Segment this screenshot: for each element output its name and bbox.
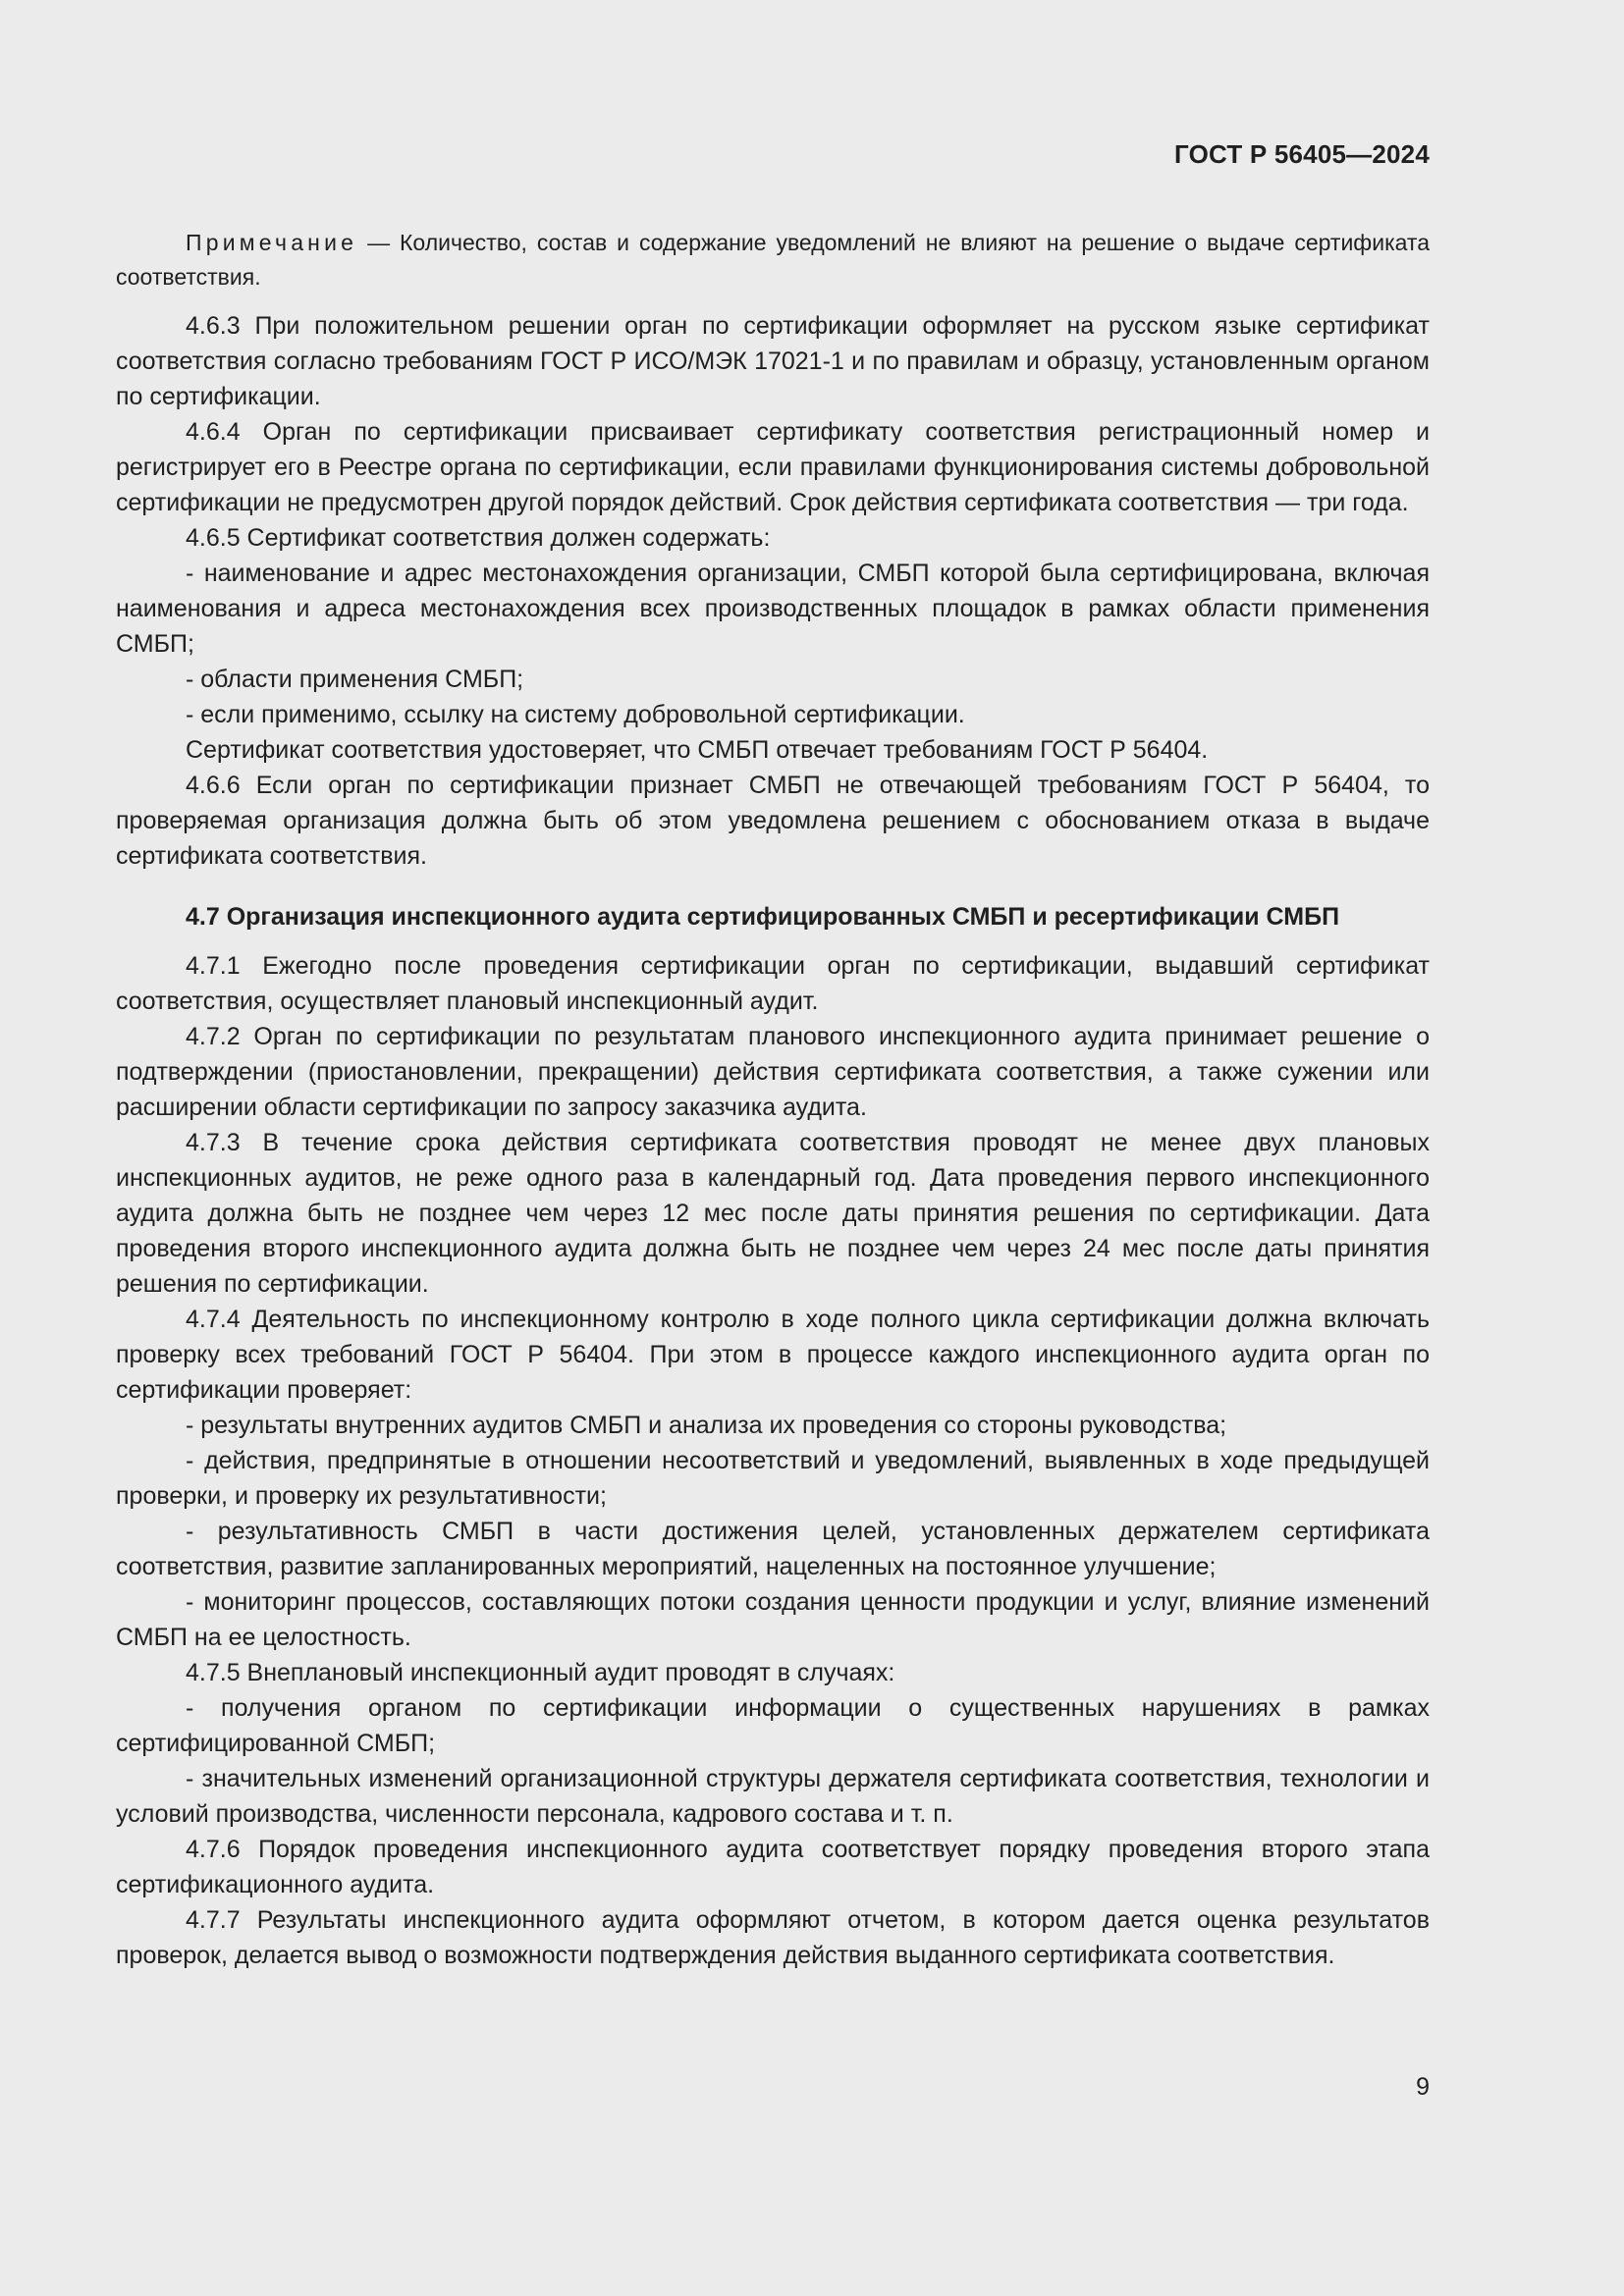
clause-4-6-4: 4.6.4 Орган по сертификации присваивает сертификату соответствия регистрационный номер и регистрирует его в Реестре органа по сертификации, если правилами функционирования системы добровольной сертификации не предусмотрен другой порядок действий. Срок действия сертификата соответствия — три года. [116,418,1430,516]
list-item: - результаты внутренних аудитов СМБП и анализа их проведения со стороны руководства; [186,1412,1227,1439]
list-item: - мониторинг процессов, составляющих потоки создания ценности продукции и услуг, влияние изменений СМБП на ее целостность. [116,1588,1430,1651]
clause-4-6-3: 4.6.3 При положительном решении орган по сертификации оформляет на русском языке сертификат соответствия согласно требованиям ГОСТ Р ИСО/МЭК 17021-1 и по правилам и образцу, установленным органом по сертификации. [116,312,1430,410]
section-4-7 [116,948,1430,1973]
list-item: - результативность СМБП в части достижения целей, установленных держателем сертификата соответствия, развитие запланированных мероприятий, нацеленных на постоянное улучшение; [116,1518,1430,1580]
list-item: - если применимо, ссылку на систему добровольной сертификации. [186,701,965,728]
clause-4-7-1: 4.7.1 Ежегодно после проведения сертификации орган по сертификации, выдавший сертификат соответствия, осуществляет плановый инспекционный аудит. [116,952,1430,1015]
clause-4-6-6: 4.6.6 Если орган по сертификации признает СМБП не отвечающей требованиям ГОСТ Р 56404, то проверяемая организация должна быть об этом уведомлена решением с обоснованием отказа в выдаче сертификата соответствия. [116,772,1430,870]
list-item: - области применения СМБП; [186,666,524,693]
list-item: - наименование и адрес местонахождения организации, СМБП которой была сертифицирована, включая наименования и адреса местонахождения всех производственных площадок в рамках области применения СМБП; [116,560,1430,658]
note-text: — Количество, состав и содержание уведомлений не влияют на решение о выдаче сертификата соответствия. [116,230,1430,290]
list-item: - получения органом по сертификации информации о существенных нарушениях в рамках сертифицированной СМБП; [116,1694,1430,1757]
clause-4-6-5: 4.6.5 Сертификат соответствия должен содержать: [186,524,771,552]
list-item: - действия, предпринятые в отношении несоответствий и уведомлений, выявленных в ходе предыдущей проверки, и проверку их результативности; [116,1447,1430,1510]
certificate-statement: Сертификат соответствия удостоверяет, что СМБП отвечает требованиям ГОСТ Р 56404. [186,736,1209,764]
note-paragraph [116,226,1430,294]
document-page [116,137,1430,1973]
clause-4-7-6: 4.7.6 Порядок проведения инспекционного аудита соответствует порядку проведения второго этапа сертификационного аудита. [116,1836,1430,1898]
clause-4-7-4: 4.7.4 Деятельность по инспекционному контролю в ходе полного цикла сертификации должна включать проверку всех требований ГОСТ Р 56404. При этом в процессе каждого инспекционного аудита орган по сертификации проверяет: [116,1306,1430,1404]
clause-4-7-5: 4.7.5 Внеплановый инспекционный аудит проводят в случаях: [186,1659,895,1686]
note-label: Примечание [186,230,358,255]
section-4-6 [116,308,1430,874]
section-heading-4-7: 4.7 Организация инспекционного аудита сертифицированных СМБП и ресертификации СМБП [186,903,1340,931]
clause-4-7-2: 4.7.2 Орган по сертификации по результатам планового инспекционного аудита принимает решение о подтверждении (приостановлении, прекращении) действия сертификата соответствия, а также сужении или расширении области сертификации по запросу заказчика аудита. [116,1023,1430,1121]
clause-4-7-7: 4.7.7 Результаты инспекционного аудита оформляют отчетом, в котором дается оценка результатов проверок, делается вывод о возможности подтверждения действия выданного сертификата соответствия. [116,1906,1430,1969]
clause-4-7-3: 4.7.3 В течение срока действия сертификата соответствия проводят не менее двух плановых инспекционных аудитов, не реже одного раза в календарный год. Дата проведения первого инспекционного аудита должна быть не позднее чем через 12 мес после даты принятия решения по сертификации. Дата проведения второго инспекционного аудита должна быть не позднее чем через 24 мес после даты принятия решения по сертификации. [116,1129,1430,1298]
page-number: 9 [1416,2073,1430,2101]
document-header: ГОСТ Р 56405—2024 [1174,139,1430,169]
list-item: - значительных изменений организационной структуры держателя сертификата соответствия, технологии и условий производства, численности персонала, кадрового состава и т. п. [116,1765,1430,1828]
